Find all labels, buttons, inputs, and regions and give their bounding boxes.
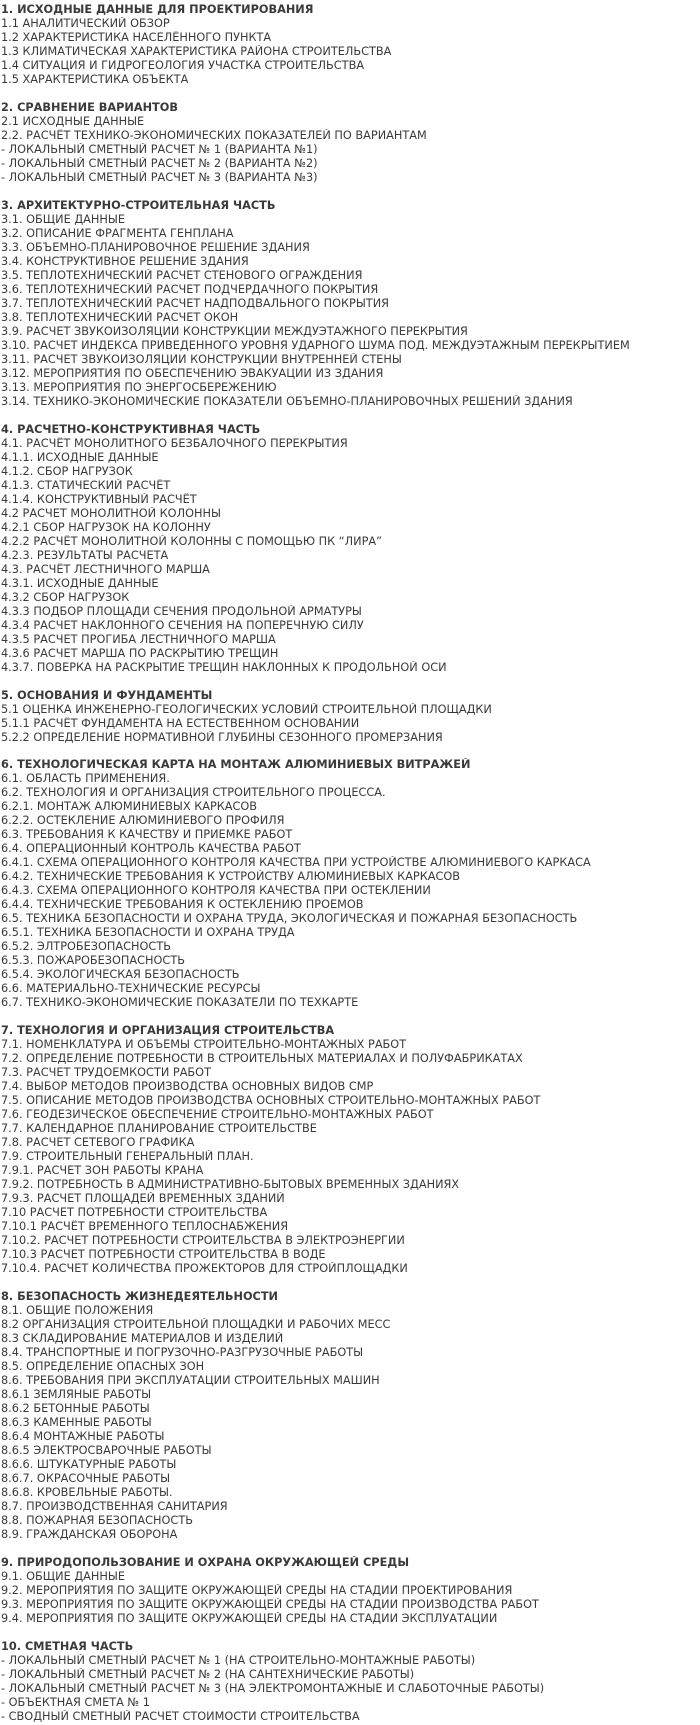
toc-entry: 8.2 ОРГАНИЗАЦИЯ СТРОИТЕЛЬНОЙ ПЛОЩАДКИ И РАБОЧИХ МЕСС [1,1318,391,1332]
toc-entry: 6.4.4. ТЕХНИЧЕСКИЕ ТРЕБОВАНИЯ К ОСТЕКЛЕНИЮ ПРОЕМОВ [1,898,364,912]
toc-entry: 3.5. ТЕПЛОТЕХНИЧЕСКИЙ РАСЧЕТ СТЕНОВОГО ОГРАЖДЕНИЯ [1,268,363,282]
toc-entry: 3.2. ОПИСАНИЕ ФРАГМЕНТА ГЕНПЛАНА [1,226,234,240]
toc-entry: 8.6.4 МОНТАЖНЫЕ РАБОТЫ [1,1430,165,1444]
toc-entry: 3.14. ТЕХНИКО-ЭКОНОМИЧЕСКИЕ ПОКАЗАТЕЛИ ОБЪЕМНО-ПЛАНИРОВОЧНЫХ РЕШЕНИЙ ЗДАНИЯ [1,394,573,408]
toc-entry: 4.3.1. ИСХОДНЫЕ ДАННЫЕ [1,576,159,590]
toc-section [1,1640,700,1724]
toc-entry: 8.6.3 КАМЕННЫЕ РАБОТЫ [1,1416,152,1430]
toc-entry: - ЛОКАЛЬНЫЙ СМЕТНЫЙ РАСЧЕТ № 3 (ВАРИАНТА №3) [1,170,318,184]
toc-entry: 9.1. ОБЩИЕ ДАННЫЕ [1,1570,125,1584]
toc-entry: 7.9.1. РАСЧЕТ ЗОН РАБОТЫ КРАНА [1,1164,204,1178]
toc-entry: 7.8. РАСЧЕТ СЕТЕВОГО ГРАФИКА [1,1136,195,1150]
toc-entry: - СВОДНЫЙ СМЕТНЫЙ РАСЧЕТ СТОИМОСТИ СТРОИТЕЛЬСТВА [1,1710,360,1724]
toc-section [1,101,700,185]
toc-entry: 6.7. ТЕХНИКО-ЭКОНОМИЧЕСКИЕ ПОКАЗАТЕЛИ ПО ТЕХКАРТЕ [1,996,359,1010]
toc-entry: 6.4.1. СХЕМА ОПЕРАЦИОННОГО КОНТРОЛЯ КАЧЕСТВА ПРИ УСТРОЙСТВЕ АЛЮМИНИЕВОГО КАРКАСА [1,856,591,870]
toc-entry: 4.3.6 РАСЧЕТ МАРША ПО РАСКРЫТИЮ ТРЕЩИН [1,646,279,660]
toc-entry: 3.12. МЕРОПРИЯТИЯ ПО ОБЕСПЕЧЕНИЮ ЭВАКУАЦИИ ИЗ ЗДАНИЯ [1,366,384,380]
toc-entry: 6.2.2. ОСТЕКЛЕНИЕ АЛЮМИНИЕВОГО ПРОФИЛЯ [1,814,285,828]
toc-entry: 3.4. КОНСТРУКТИВНОЕ РЕШЕНИЕ ЗДАНИЯ [1,254,249,268]
toc-entry: 7.10.4. РАСЧЕТ КОЛИЧЕСТВА ПРОЖЕКТОРОВ ДЛЯ СТРОЙПЛОЩАДКИ [1,1262,408,1276]
toc-entry: 4.3.5 РАСЧЕТ ПРОГИБА ЛЕСТНИЧНОГО МАРША [1,632,276,646]
toc-entry: 4.2.1 СБОР НАГРУЗОК НА КОЛОННУ [1,520,211,534]
toc-section [1,199,700,409]
toc-entry: 7.10 РАСЧЕТ ПОТРЕБНОСТИ СТРОИТЕЛЬСТВА [1,1206,268,1220]
toc-entry: 6.5. ТЕХНИКА БЕЗОПАСНОСТИ И ОХРАНА ТРУДА, ЭКОЛОГИЧЕСКАЯ И ПОЖАРНАЯ БЕЗОПАСНОСТЬ [1,912,578,926]
section-heading: 5. ОСНОВАНИЯ И ФУНДАМЕНТЫ [1,688,213,702]
toc-entry: 8.3 СКЛАДИРОВАНИЕ МАТЕРИАЛОВ И ИЗДЕЛИЙ [1,1332,284,1346]
toc-entry: 8.6.1 ЗЕМЛЯНЫЕ РАБОТЫ [1,1388,152,1402]
toc-entry: 7.10.1 РАСЧЁТ ВРЕМЕННОГО ТЕПЛОСНАБЖЕНИЯ [1,1220,289,1234]
toc-entry: 6.5.2. ЭЛТРОБЕЗОПАСНОСТЬ [1,940,171,954]
toc-entry: 6.5.1. ТЕХНИКА БЕЗОПАСНОСТИ И ОХРАНА ТРУДА [1,926,295,940]
toc-entry: 7.3. РАСЧЕТ ТРУДОЕМКОСТИ РАБОТ [1,1066,211,1080]
toc-entry: - ЛОКАЛЬНЫЙ СМЕТНЫЙ РАСЧЕТ № 3 (НА ЭЛЕКТРОМОНТАЖНЫЕ И СЛАБОТОЧНЫЕ РАБОТЫ) [1,1682,545,1696]
toc-entry: 4.2.2 РАСЧЁТ МОНОЛИТНОЙ КОЛОННЫ С ПОМОЩЬЮ ПК “ЛИРА” [1,534,382,548]
toc-section [1,1290,700,1542]
toc-entry: 4.2 РАСЧЕТ МОНОЛИТНОЙ КОЛОННЫ [1,506,221,520]
toc-entry: 5.1 ОЦЕНКА ИНЖЕНЕРНО-ГЕОЛОГИЧЕСКИХ УСЛОВИЙ СТРОИТЕЛЬНОЙ ПЛОЩАДКИ [1,702,492,716]
toc-entry: 4.3.4 РАСЧЕТ НАКЛОННОГО СЕЧЕНИЯ НА ПОПЕРЕЧНУЮ СИЛУ [1,618,364,632]
toc-entry: 6.2.1. МОНТАЖ АЛЮМИНИЕВЫХ КАРКАСОВ [1,800,258,814]
toc-entry: 6.4. ОПЕРАЦИОННЫЙ КОНТРОЛЬ КАЧЕСТВА РАБОТ [1,842,301,856]
toc-entry: 8.6.8. КРОВЕЛЬНЫЕ РАБОТЫ. [1,1486,173,1500]
toc-entry: 8.6.2 БЕТОННЫЕ РАБОТЫ [1,1402,150,1416]
toc-entry: 8.7. ПРОИЗВОДСТВЕННАЯ САНИТАРИЯ [1,1500,228,1514]
section-heading: 1. ИСХОДНЫЕ ДАННЫЕ ДЛЯ ПРОЕКТИРОВАНИЯ [1,3,314,16]
toc-entry: - ЛОКАЛЬНЫЙ СМЕТНЫЙ РАСЧЕТ № 2 (НА САНТЕХНИЧЕСКИЕ РАБОТЫ) [1,1668,415,1682]
toc-entry: 1.4 СИТУАЦИЯ И ГИДРОГЕОЛОГИЯ УЧАСТКА СТРОИТЕЛЬСТВА [1,59,365,72]
toc-entry: 8.4. ТРАНСПОРТНЫЕ И ПОГРУЗОЧНО-РАЗГРУЗОЧНЫЕ РАБОТЫ [1,1346,364,1360]
toc-section [1,423,700,675]
section-heading: 3. АРХИТЕКТУРНО-СТРОИТЕЛЬНАЯ ЧАСТЬ [1,198,276,212]
toc-entry: 7.5. ОПИСАНИЕ МЕТОДОВ ПРОИЗВОДСТВА ОСНОВНЫХ СТРОИТЕЛЬНО-МОНТАЖНЫХ РАБОТ [1,1094,541,1108]
toc-entry: 5.1.1 РАСЧЁТ ФУНДАМЕНТА НА ЕСТЕСТВЕННОМ ОСНОВАНИИ [1,716,360,730]
toc-entry: 7.10.3 РАСЧЕТ ПОТРЕБНОСТИ СТРОИТЕЛЬСТВА В ВОДЕ [1,1248,326,1262]
toc-entry: 9.3. МЕРОПРИЯТИЯ ПО ЗАЩИТЕ ОКРУЖАЮЩЕЙ СРЕДЫ НА СТАДИИ ПРОИЗВОДСТВА РАБОТ [1,1598,539,1612]
toc-entry: 4.3.7. ПОВЕРКА НА РАСКРЫТИЕ ТРЕЩИН НАКЛОННЫХ К ПРОДОЛЬНОЙ ОСИ [1,660,447,674]
toc-entry: 6.5.3. ПОЖАРОБЕЗОПАСНОСТЬ [1,954,185,968]
toc-entry: 6.3. ТРЕБОВАНИЯ К КАЧЕСТВУ И ПРИЕМКЕ РАБОТ [1,828,293,842]
toc-entry: - ЛОКАЛЬНЫЙ СМЕТНЫЙ РАСЧЕТ № 1 (ВАРИАНТА №1) [1,142,318,156]
toc-entry: 8.9. ГРАЖДАНСКАЯ ОБОРОНА [1,1528,178,1542]
toc-entry: 3.6. ТЕПЛОТЕХНИЧЕСКИЙ РАСЧЕТ ПОДЧЕРДАЧНОГО ПОКРЫТИЯ [1,282,379,296]
toc-entry: 7.10.2. РАСЧЕТ ПОТРЕБНОСТИ СТРОИТЕЛЬСТВА В ЭЛЕКТРОЭНЕРГИИ [1,1234,405,1248]
toc-entry: 7.9.3. РАСЧЕТ ПЛОЩАДЕЙ ВРЕМЕННЫХ ЗДАНИЙ [1,1192,285,1206]
toc-entry: 1.1 АНАЛИТИЧЕСКИЙ ОБЗОР [1,17,170,30]
section-heading: 4. РАСЧЕТНО-КОНСТРУКТИВНАЯ ЧАСТЬ [1,422,261,436]
section-heading: 7. ТЕХНОЛОГИЯ И ОРГАНИЗАЦИЯ СТРОИТЕЛЬСТВА [1,1024,335,1038]
toc-entry: 9.2. МЕРОПРИЯТИЯ ПО ЗАЩИТЕ ОКРУЖАЮЩЕЙ СРЕДЫ НА СТАДИИ ПРОЕКТИРОВАНИЯ [1,1584,513,1598]
toc-section [1,3,700,87]
toc-entry: 8.1. ОБЩИЕ ПОЛОЖЕНИЯ [1,1304,154,1318]
toc-entry: 9.4. МЕРОПРИЯТИЯ ПО ЗАЩИТЕ ОКРУЖАЮЩЕЙ СРЕДЫ НА СТАДИИ ЭКСПЛУАТАЦИИ [1,1612,498,1626]
toc-entry: 8.8. ПОЖАРНАЯ БЕЗОПАСНОСТЬ [1,1514,193,1528]
toc-section [1,689,700,745]
toc-entry: 3.13. МЕРОПРИЯТИЯ ПО ЭНЕРГОСБЕРЕЖЕНИЮ [1,380,277,394]
toc-entry: 7.1. НОМЕНКЛАТУРА И ОБЪЕМЫ СТРОИТЕЛЬНО-МОНТАЖНЫХ РАБОТ [1,1038,407,1052]
toc-entry: 1.5 ХАРАКТЕРИСТИКА ОБЪЕКТА [1,73,189,86]
toc-entry: 6.4.2. ТЕХНИЧЕСКИЕ ТРЕБОВАНИЯ К УСТРОЙСТВУ АЛЮМИНИЕВЫХ КАРКАСОВ [1,870,461,884]
toc-entry: - ЛОКАЛЬНЫЙ СМЕТНЫЙ РАСЧЕТ № 1 (НА СТРОИТЕЛЬНО-МОНТАЖНЫЕ РАБОТЫ) [1,1654,476,1668]
toc-entry: 4.2.3. РЕЗУЛЬТАТЫ РАСЧЕТА [1,548,169,562]
toc-entry: 5.2.2 ОПРЕДЕЛЕНИЕ НОРМАТИВНОЙ ГЛУБИНЫ СЕЗОННОГО ПРОМЕРЗАНИЯ [1,730,443,744]
section-heading: 8. БЕЗОПАСНОСТЬ ЖИЗНЕДЕЯТЕЛЬНОСТИ [1,1290,279,1304]
toc-entry: 4.1.4. КОНСТРУКТИВНЫЙ РАСЧЁТ [1,492,197,506]
section-heading: 10. СМЕТНАЯ ЧАСТЬ [1,1640,134,1654]
toc-entry: 2.1 ИСХОДНЫЕ ДАННЫЕ [1,114,145,128]
toc-entry: 3.3. ОБЪЕМНО-ПЛАНИРОВОЧНОЕ РЕШЕНИЕ ЗДАНИЯ [1,240,310,254]
toc-entry: 4.1.1. ИСХОДНЫЕ ДАННЫЕ [1,450,159,464]
toc-entry: 3.8. ТЕПЛОТЕХНИЧЕСКИЙ РАСЧЕТ ОКОН [1,310,239,324]
toc-entry: 8.5. ОПРЕДЕЛЕНИЕ ОПАСНЫХ ЗОН [1,1360,205,1374]
toc-entry: 7.9. СТРОИТЕЛЬНЫЙ ГЕНЕРАЛЬНЫЙ ПЛАН. [1,1150,254,1164]
section-heading: 9. ПРИРОДОПОЛЬЗОВАНИЕ И ОХРАНА ОКРУЖАЮЩЕЙ СРЕДЫ [1,1556,410,1570]
toc-section [1,1024,700,1276]
toc-entry: 8.6. ТРЕБОВАНИЯ ПРИ ЭКСПЛУАТАЦИИ СТРОИТЕЛЬНЫХ МАШИН [1,1374,380,1388]
toc-entry: 4.1.3. СТАТИЧЕСКИЙ РАСЧЁТ [1,478,171,492]
toc-entry: 3.11. РАСЧЕТ ЗВУКОИЗОЛЯЦИИ КОНСТРУКЦИИ ВНУТРЕННЕЙ СТЕНЫ [1,352,402,366]
section-heading: 6. ТЕХНОЛОГИЧЕСКАЯ КАРТА НА МОНТАЖ АЛЮМИНИЕВЫХ ВИТРАЖЕЙ [1,758,471,772]
toc-entry: 6.6. МАТЕРИАЛЬНО-ТЕХНИЧЕСКИЕ РЕСУРСЫ [1,982,261,996]
toc-entry: - ЛОКАЛЬНЫЙ СМЕТНЫЙ РАСЧЕТ № 2 (ВАРИАНТА №2) [1,156,318,170]
toc-entry: 4.1.2. СБОР НАГРУЗОК [1,464,133,478]
toc-entry: 2.2. РАСЧЁТ ТЕХНИКО-ЭКОНОМИЧЕСКИХ ПОКАЗАТЕЛЕЙ ПО ВАРИАНТАМ [1,128,427,142]
toc-entry: 3.9. РАСЧЕТ ЗВУКОИЗОЛЯЦИИ КОНСТРУКЦИИ МЕЖДУЭТАЖНОГО ПЕРЕКРЫТИЯ [1,324,468,338]
toc-entry: 7.7. КАЛЕНДАРНОЕ ПЛАНИРОВАНИЕ СТРОИТЕЛЬСТВЕ [1,1122,317,1136]
toc-entry: 7.4. ВЫБОР МЕТОДОВ ПРОИЗВОДСТВА ОСНОВНЫХ ВИДОВ СМР [1,1080,374,1094]
toc-entry: 3.1. ОБЩИЕ ДАННЫЕ [1,212,125,226]
toc-entry: 1.2 ХАРАКТЕРИСТИКА НАСЕЛЁННОГО ПУНКТА [1,31,272,44]
toc-entry: 4.3.3 ПОДБОР ПЛОЩАДИ СЕЧЕНИЯ ПРОДОЛЬНОЙ АРМАТУРЫ [1,604,362,618]
toc-entry: 6.1. ОБЛАСТЬ ПРИМЕНЕНИЯ. [1,772,170,786]
toc-entry: 3.10. РАСЧЕТ ИНДЕКСА ПРИВЕДЕННОГО УРОВНЯ УДАРНОГО ШУМА ПОД. МЕЖДУЭТАЖНЫМ ПЕРЕКРЫТИЕМ [1,338,630,352]
toc-entry: 6.4.3. СХЕМА ОПЕРАЦИОННОГО КОНТРОЛЯ КАЧЕСТВА ПРИ ОСТЕКЛЕНИИ [1,884,431,898]
toc-entry: 1.3 КЛИМАТИЧЕСКАЯ ХАРАКТЕРИСТИКА РАЙОНА СТРОИТЕЛЬСТВА [1,45,392,58]
toc-entry: 4.3. РАСЧЁТ ЛЕСТНИЧНОГО МАРША [1,562,210,576]
section-heading: 2. СРАВНЕНИЕ ВАРИАНТОВ [1,100,178,114]
toc-entry: 6.2. ТЕХНОЛОГИЯ И ОРГАНИЗАЦИЯ СТРОИТЕЛЬНОГО ПРОЦЕССА. [1,786,386,800]
toc-entry: 7.2. ОПРЕДЕЛЕНИЕ ПОТРЕБНОСТИ В СТРОИТЕЛЬНЫХ МАТЕРИАЛАХ И ПОЛУФАБРИКАТАХ [1,1052,523,1066]
toc-section [1,758,700,1010]
toc-entry: 4.1. РАСЧЁТ МОНОЛИТНОГО БЕЗБАЛОЧНОГО ПЕРЕКРЫТИЯ [1,436,348,450]
toc-entry: 6.5.4. ЭКОЛОГИЧЕСКАЯ БЕЗОПАСНОСТЬ [1,968,240,982]
toc-entry: 7.6. ГЕОДЕЗИЧЕСКОЕ ОБЕСПЕЧЕНИЕ СТРОИТЕЛЬНО-МОНТАЖНЫХ РАБОТ [1,1108,434,1122]
toc-entry: 8.6.7. ОКРАСОЧНЫЕ РАБОТЫ [1,1472,171,1486]
toc-entry: - ОБЪЕКТНАЯ СМЕТА № 1 [1,1696,150,1710]
toc-entry: 8.6.6. ШТУКАТУРНЫЕ РАБОТЫ [1,1458,177,1472]
toc-entry: 3.7. ТЕПЛОТЕХНИЧЕСКИЙ РАСЧЕТ НАДПОДВАЛЬНОГО ПОКРЫТИЯ [1,296,390,310]
toc-entry: 4.3.2 СБОР НАГРУЗОК [1,590,130,604]
toc-entry: 8.6.5 ЭЛЕКТРОСВАРОЧНЫЕ РАБОТЫ [1,1444,212,1458]
toc-section [1,1556,700,1626]
toc-entry: 7.9.2. ПОТРЕБНОСТЬ В АДМИНИСТРАТИВНО-БЫТОВЫХ ВРЕМЕННЫХ ЗДАНИЯХ [1,1178,460,1192]
